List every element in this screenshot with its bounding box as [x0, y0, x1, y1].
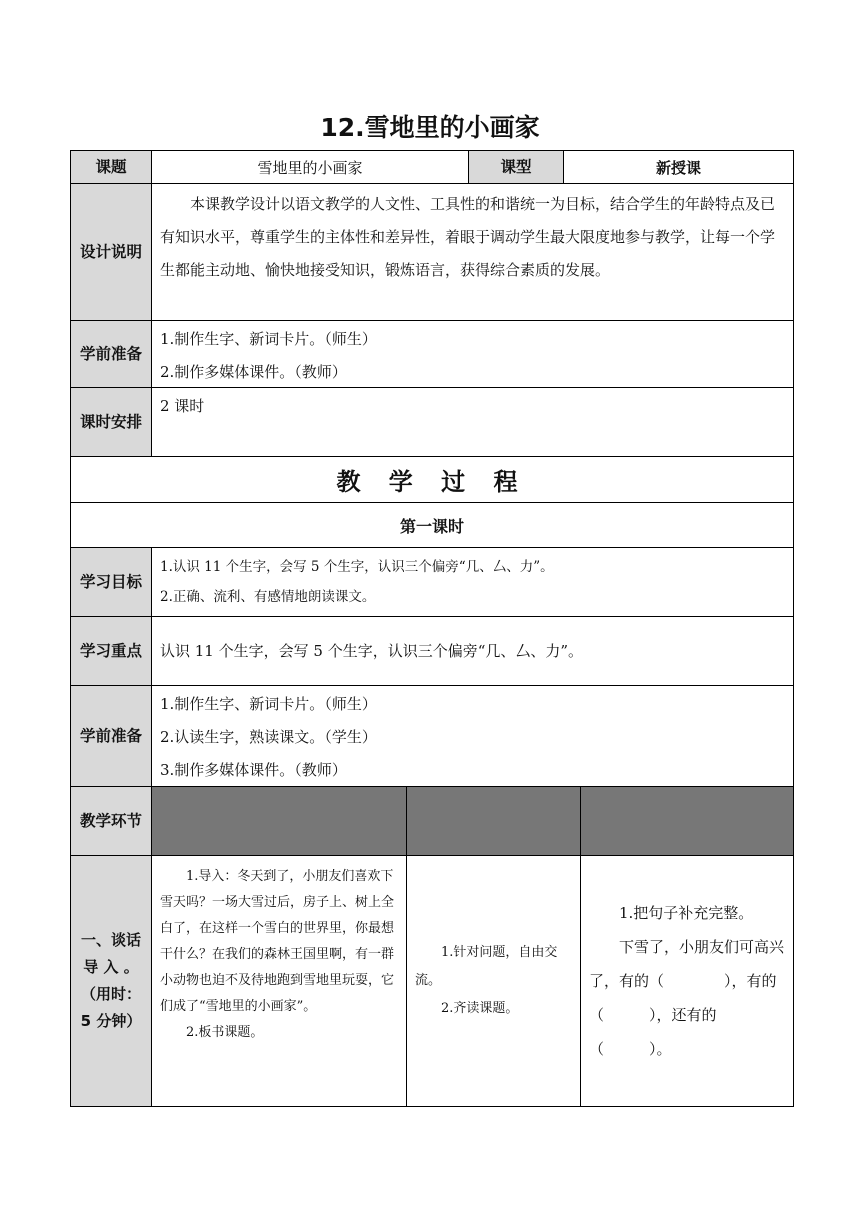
stage1-label-line: （用时： [80, 985, 141, 1003]
process-heading: 教 学 过 程 [70, 456, 794, 503]
stage-header-student [406, 786, 581, 856]
focus-cell [151, 616, 794, 686]
focus-value: 认识 11 个生字，会写 5 个生字，认识三个偏旁“几、厶、力”。 [160, 641, 584, 660]
goal-item: 2.正确、流利、有感情地朗读课文。 [160, 589, 376, 605]
stage1-label-line: 5 分钟） [80, 1012, 142, 1030]
goal-item: 1.认识 11 个生字，会写 5 个生字，认识三个偏旁“几、厶、力”。 [160, 559, 554, 575]
stage1-exercise-item: 1.把句子补充完整。 [619, 904, 754, 922]
prep2-item: 1.制作生字、新词卡片。（师生） [160, 695, 377, 713]
type-value: 新授课 [563, 150, 794, 184]
schedule-cell [151, 387, 794, 457]
stage1-teacher [151, 855, 407, 1107]
stage1-teacher-item: 2.板书课题。 [186, 1025, 264, 1040]
topic-value: 雪地里的小画家 [151, 150, 469, 184]
stage1-student-item: 1.针对问题，自由交流。 [415, 945, 558, 988]
topic-label: 课题 [70, 150, 152, 184]
stage1-exercise [580, 855, 794, 1107]
prep-cell [151, 320, 794, 388]
stage1-label-line: 导 入 。 [83, 958, 139, 976]
schedule-label: 课时安排 [70, 387, 152, 457]
goals-label: 学习目标 [70, 547, 152, 617]
stage-header-teacher [151, 786, 407, 856]
focus-label: 学习重点 [70, 616, 152, 686]
type-label: 课型 [468, 150, 564, 184]
prep-item: 1.制作生字、新词卡片。（师生） [160, 330, 377, 348]
stage1-label [70, 855, 152, 1107]
prep2-item: 3.制作多媒体课件。（教师） [160, 761, 347, 779]
prep-label: 学前准备 [70, 320, 152, 388]
document-title: 12.雪地里的小画家 [320, 113, 540, 142]
prep2-label: 学前准备 [70, 685, 152, 787]
stage1-teacher-item: 1.导入：冬天到了，小朋友们喜欢下雪天吗？一场大雪过后，房子上、树上全白了，在这样一个雪白的世界里，你最想干什么？在我们的森林王国里啊，有一群小动物也迫不及待地跑到雪地里玩耍，它们成了“雪地里的小画家”。 [160, 869, 395, 1014]
stage1-label-line: 一、谈话 [80, 931, 141, 949]
prep2-item: 2.认读生字，熟读课文。（学生） [160, 728, 377, 746]
stage-header-label: 教学环节 [70, 786, 152, 856]
prep-item: 2.制作多媒体课件。（教师） [160, 363, 347, 381]
design-text: 本课教学设计以语文教学的人文性、工具性的和谐统一为目标，结合学生的年龄特点及已有知识水平，尊重学生的主体性和差异性，着眼于调动学生最大限度地参与教学，让每一个学生都能主动地、愉快地接受知识，锻炼语言，获得综合素质的发展。 [160, 195, 776, 279]
stage1-exercise-item: 下雪了，小朋友们可高兴了，有的（ ），有的（ ），还有的（ ）。 [589, 938, 785, 1058]
goals-cell [151, 547, 794, 617]
design-label: 设计说明 [70, 183, 152, 321]
prep2-cell [151, 685, 794, 787]
schedule-value: 2 课时 [160, 397, 205, 415]
design-text-cell [151, 183, 794, 321]
stage1-student [406, 855, 581, 1107]
stage1-student-item: 2.齐读课题。 [441, 1001, 519, 1016]
lesson-heading: 第一课时 [70, 502, 794, 548]
stage-header-exercise [580, 786, 794, 856]
